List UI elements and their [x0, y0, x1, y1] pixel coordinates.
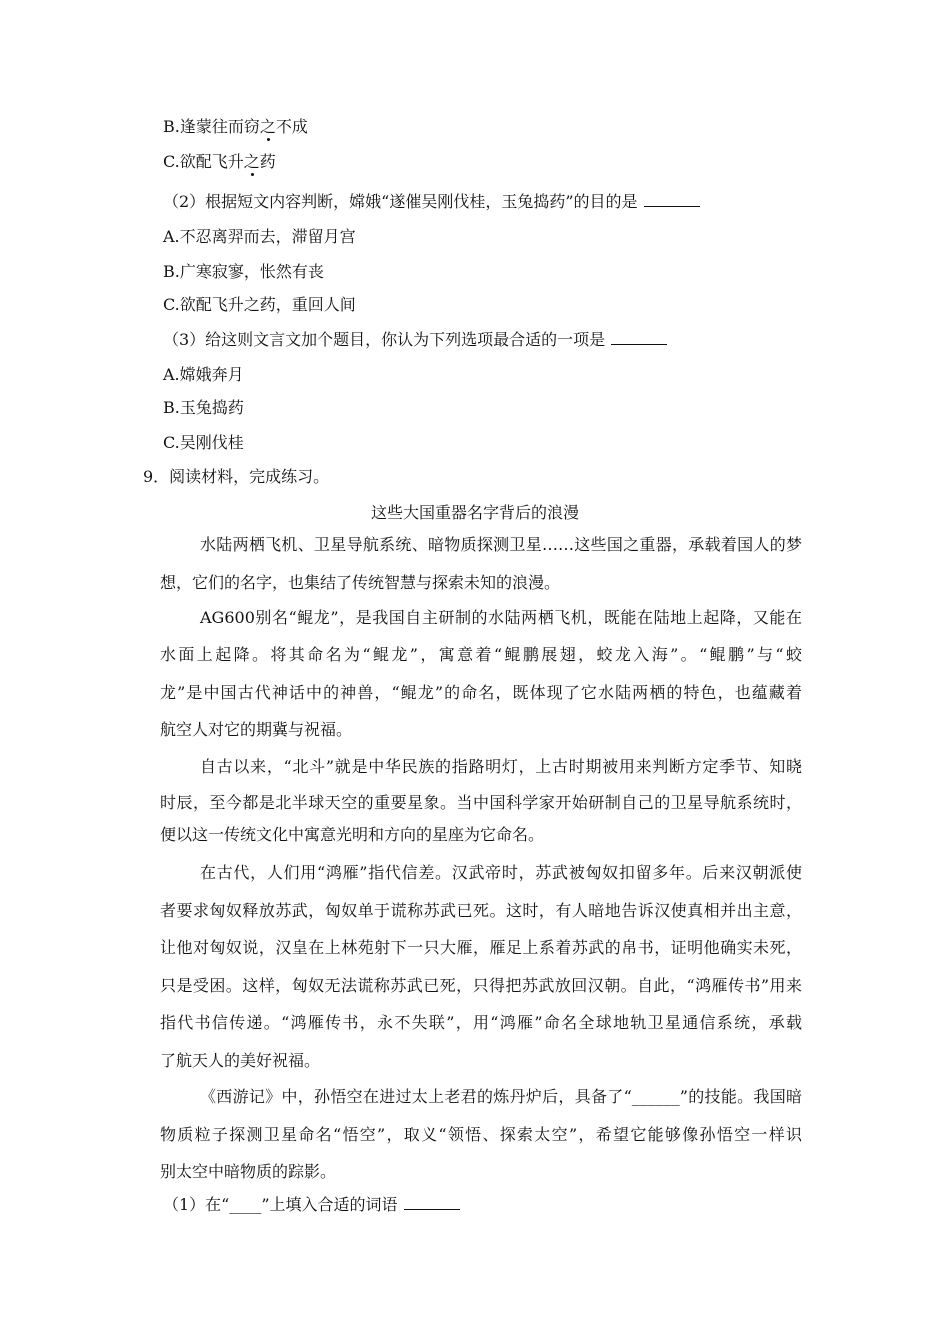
article-line: 想，它们的名字，也集结了传统智慧与探索未知的浪漫。 — [160, 573, 561, 592]
article-line: 让他对匈奴说，汉皇在上林苑射下一只大雁，雁足上系着苏武的帛书，证明他确实未死， — [160, 938, 802, 957]
q8-part3-stem: （3）给这则文言文加个题目，你认为下列选项最合适的一项是 — [163, 330, 667, 350]
article-line: 了航天人的美好祝福。 — [160, 1051, 321, 1070]
article-line: 自古以来，“北斗”就是中华民族的指路明灯，上古时期被用来判断方定季节、知晓 — [200, 757, 802, 776]
q8-part3-option-b: B.玉兔捣药 — [163, 398, 244, 417]
q8-part2-option-c: C.欲配飞升之药，重回人间 — [163, 295, 356, 314]
q9-sub1: （1）在“____”上填入合适的词语 — [163, 1195, 460, 1215]
q8-option-c: C.欲配飞升之药 — [163, 152, 276, 171]
q8-part2-option-b: B.广寒寂寥，怅然有丧 — [163, 262, 324, 281]
q8-option-b: B.逢蒙往而窃之不成 — [163, 117, 308, 136]
article-line: 指代书信传递。“鸿雁传书，永不失联”，用“鸿雁”命名全球地轨卫星通信系统，承载 — [160, 1013, 802, 1032]
emphasis-dot-char: 之 — [259, 117, 276, 136]
q8-part2-stem: （2）根据短文内容判断，嫦娥“遂催吴刚伐桂，玉兔捣药”的目的是 — [163, 192, 700, 212]
answer-blank[interactable] — [404, 1195, 460, 1210]
article-line: 只是受困。这样，匈奴无法谎称苏武已死，只得把苏武放回汉朝。自此，“鸿雁传书”用来 — [160, 976, 802, 995]
article-line: 者要求匈奴释放苏武，匈奴单于谎称苏武已死。这时，有人暗地告诉汉使真相并出主意， — [160, 901, 802, 920]
article-line: 水面上起降。将其命名为“鲲龙”，寓意着“鲲鹏展翅，蛟龙入海”。“鲲鹏”与“蛟 — [160, 645, 802, 664]
answer-blank[interactable] — [644, 192, 700, 207]
q8-part3-option-c: C.吴刚伐桂 — [163, 433, 244, 452]
q8-part2-option-a: A.不忍离羿而去，滞留月宫 — [163, 227, 356, 246]
article-line: 水陆两栖飞机、卫星导航系统、暗物质探测卫星……这些国之重器，承载着国人的梦 — [200, 535, 802, 554]
article-line: 《西游记》中，孙悟空在进过太上老君的炼丹炉后，具备了“______”的技能。我国暗 — [200, 1087, 802, 1106]
article-line: AG600别名“鲲龙”，是我国自主研制的水陆两栖飞机，既能在陆地上起降，又能在 — [200, 608, 802, 627]
article-title: 这些大国重器名字背后的浪漫 — [370, 503, 579, 522]
answer-blank[interactable] — [611, 330, 667, 345]
article-line: 龙”是中国古代神话中的神兽，“鲲龙”的命名，既体现了它水陆两栖的特色，也蕴藏着 — [160, 683, 802, 702]
article-line: 在古代，人们用“鸿雁”指代信差。汉武帝时，苏武被匈奴扣留多年。后来汉朝派使 — [200, 863, 802, 882]
q9-stem: 9．阅读材料，完成练习。 — [143, 467, 330, 486]
article-line: 时辰，至今都是北半球天空的重要星象。当中国科学家开始研制自己的卫星导航系统时， — [160, 793, 802, 812]
article-line: 便以这一传统文化中寓意光明和方向的星座为它命名。 — [160, 825, 545, 844]
emphasis-dot-char: 之 — [243, 152, 260, 171]
article-line: 物质粒子探测卫星命名“悟空”，取义“领悟、探索太空”，希望它能够像孙悟空一样识 — [160, 1125, 802, 1144]
q8-part3-option-a: A.嫦娥奔月 — [163, 365, 244, 384]
article-line: 别太空中暗物质的踪影。 — [160, 1162, 337, 1181]
article-line: 航空人对它的期冀与祝福。 — [160, 720, 353, 739]
